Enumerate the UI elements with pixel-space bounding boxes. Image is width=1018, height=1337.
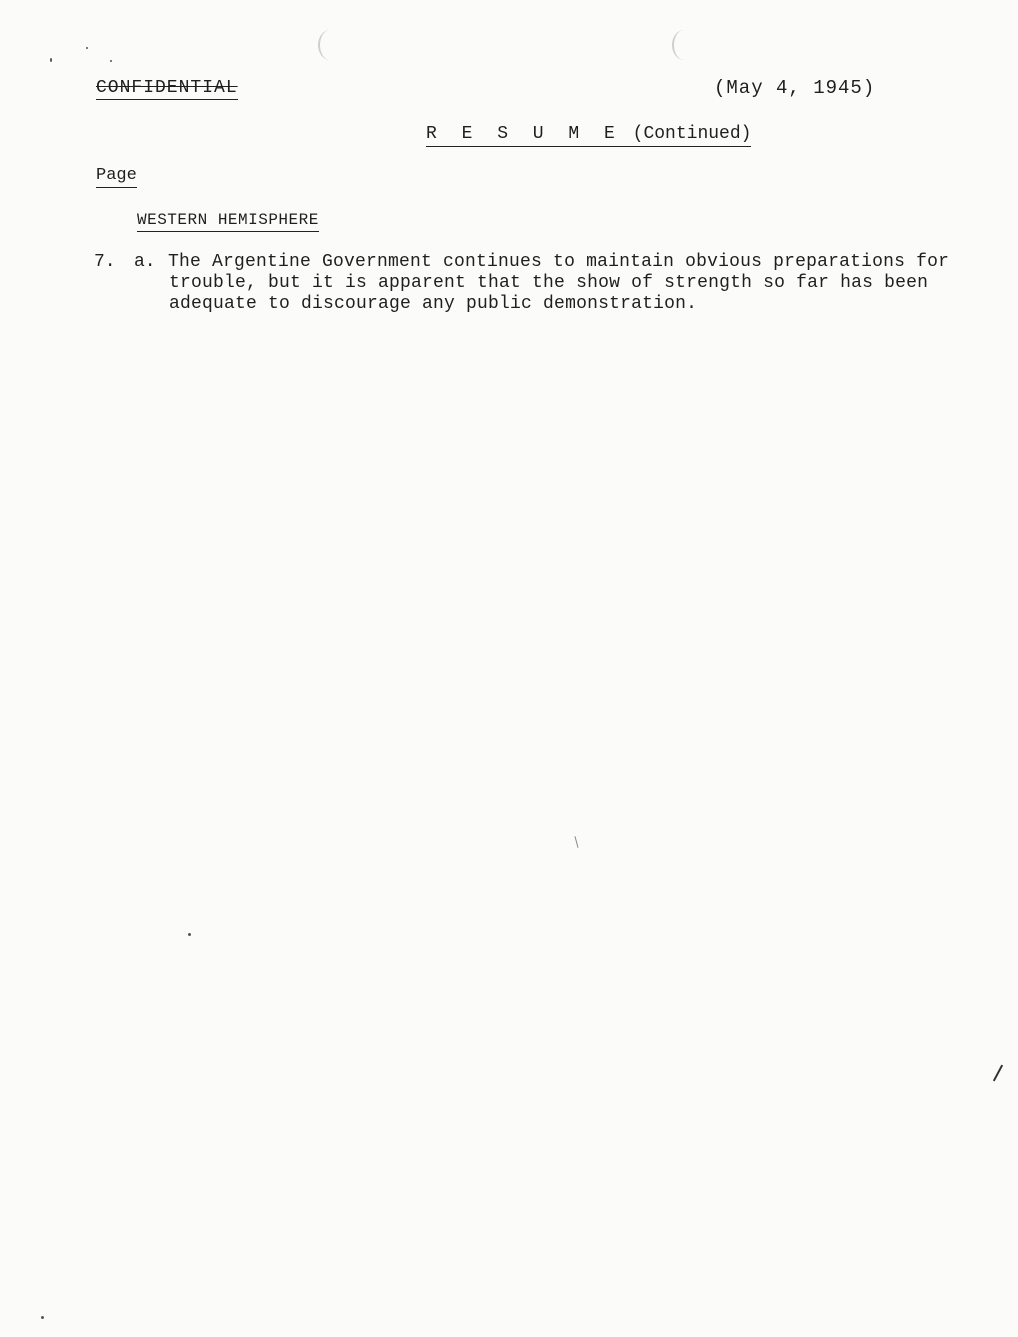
section-heading: WESTERN HEMISPHERE: [137, 210, 319, 232]
page-column-label: Page: [96, 166, 137, 188]
pen-mark: [993, 1065, 1003, 1082]
punch-hole-right: [672, 30, 696, 60]
item-text-line: The Argentine Government continues to maintain obvious preparations for: [168, 252, 950, 272]
classification-marking: CONFIDENTIAL: [96, 78, 238, 98]
paper-speck: [41, 1316, 44, 1319]
paper-speck: [188, 933, 191, 936]
paper-speck: [110, 60, 112, 62]
item-text-line: adequate to discourage any public demonstration.: [169, 294, 698, 314]
item-text-line: trouble, but it is apparent that the show of strength so far has been: [169, 273, 929, 293]
title-suffix: (Continued): [632, 124, 752, 144]
title-main: R E S U M E: [426, 124, 622, 144]
item-number: 7.: [94, 252, 116, 272]
paper-speck: [50, 58, 52, 62]
paper-mark: [574, 836, 578, 848]
paper-speck: [86, 47, 88, 49]
punch-hole-left: [318, 30, 342, 60]
item-letter: a.: [134, 252, 156, 272]
document-title: [426, 123, 751, 147]
document-date: (May 4, 1945): [714, 77, 876, 99]
